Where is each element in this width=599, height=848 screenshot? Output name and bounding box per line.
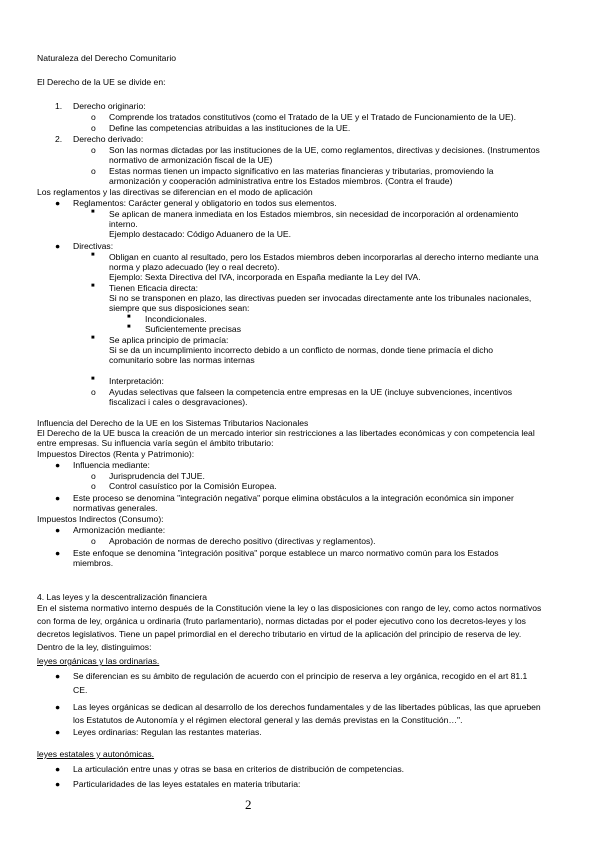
paragraph-line: Influencia mediante: (73, 460, 150, 470)
paragraph-line: Dentro de la ley, distinguimos: (37, 642, 152, 652)
paragraph-line: Interpretación: (109, 376, 164, 386)
circle-bullet-icon: o (91, 145, 96, 155)
paragraph-line: Si no se transponen en plazo, las directivas pueden ser invocadas directamente ante los tribunales nacionales, (109, 293, 532, 303)
paragraph-line: Este proceso se denomina "integración negativa" porque elimina obstáculos a la integración económica sin imponer (73, 493, 514, 503)
paragraph-line: miembros. (73, 558, 114, 568)
section-heading: Influencia del Derecho de la UE en los Sistemas Tributarios Nacionales (37, 418, 309, 428)
circle-bullet-icon: o (91, 123, 96, 133)
paragraph-line: Ejemplo: Sexta Directiva del IVA, incorporada en España mediante la Ley del IVA. (109, 272, 421, 282)
reglamentos-label: Reglamentos: Carácter general y obligatorio en todos sus elementos. (73, 198, 337, 208)
paragraph-line: Ayudas selectivas que falseen la competencia entre empresas en la UE (incluye subvenciones, incentivos (109, 387, 513, 397)
paragraph-line: interno. (109, 219, 138, 229)
bullet-icon: ● (55, 241, 61, 251)
paragraph-line: CE. (73, 685, 88, 695)
subsection-label: Impuestos Indirectos (Consumo): (37, 514, 164, 524)
bullet-icon: ● (55, 702, 61, 712)
paragraph-line: decretos legislativos. Tiene un papel primordial en el derecho tributario en virtud de la aplicación del principio de reserva de ley. (37, 629, 522, 639)
paragraph-line: Leyes ordinarias: Regulan las restantes materias. (73, 727, 262, 737)
list-subitem: Suficientemente precisas (145, 324, 242, 334)
paragraph-line: siempre que sus disposiciones sean: (109, 303, 250, 313)
square-bullet-icon: ■ (91, 376, 95, 382)
square-bullet-icon: ■ (91, 283, 95, 289)
list-subitem: Jurisprudencia del TJUE. (109, 471, 205, 481)
paragraph-line: con forma de ley, orgánica u ordinaria (fruto parlamentario), normas dictadas por el poder ejecutivo cono los decretos-leyes y los (37, 616, 526, 626)
circle-bullet-icon: o (91, 536, 96, 546)
bullet-icon: ● (55, 727, 61, 737)
list-subitem-line: normativo de armonización fiscal de la UE) (109, 155, 273, 165)
paragraph-line: normativas generales. (73, 503, 158, 513)
bullet-icon: ● (55, 779, 61, 789)
diff-heading: Los reglamentos y las directivas se diferencian en el modo de aplicación (37, 187, 313, 197)
paragraph-line: fiscalizaci i cales o desgravaciones). (109, 397, 248, 407)
intro-line: El Derecho de la UE se divide en: (37, 77, 166, 87)
paragraph-line: Se diferencian es su ámbito de regulación de acuerdo con el principio de reserva a ley orgánica, recogido en el art 81.1 (73, 671, 528, 681)
list-subitem-line: Estas normas tienen un impacto significativo en las materias financieras y tributarias, promoviendo la (109, 166, 494, 176)
paragraph-line: Ejemplo destacado: Código Aduanero de la UE. (109, 229, 292, 239)
list-subitem-line: Son las normas dictadas por las instituciones de la UE, como reglamentos, directivas y decisiones. (Instrumentos (109, 145, 540, 155)
list-subitem: Define las competencias atribuidas a las instituciones de la UE. (109, 123, 351, 133)
bullet-icon: ● (55, 671, 61, 681)
square-bullet-icon: ■ (91, 209, 95, 215)
paragraph-line: los Estatutos de Autonomía y el régimen electoral general y las demás previstas en la Constitución…". (73, 715, 463, 725)
square-bullet-icon: ■ (91, 252, 95, 258)
paragraph-line: norma y plazo adecuado (ley o real decreto). (109, 262, 280, 272)
paragraph-line: La articulación entre unas y otras se basa en criterios de distribución de competencias. (73, 764, 405, 774)
paragraph-line: Particularidades de las leyes estatales en materia tributaria: (73, 779, 301, 789)
list-item-derecho-originario: Derecho originario: (73, 101, 146, 111)
list-subitem-line: armonización y cooperación administrativa entre los Estados miembros. (Contra el fraude) (109, 176, 453, 186)
square-bullet-icon: ■ (91, 335, 95, 341)
circle-bullet-icon: o (91, 481, 96, 491)
list-subitem: Incondicionales. (145, 314, 207, 324)
paragraph-line: Este enfoque se denomina "integración positiva" porque establece un marco normativo común para los Estados (73, 548, 499, 558)
paragraph-line: Las leyes orgánicas se dedican al desarrollo de los derechos fundamentales y de las libertades públicas, las que aprueben (73, 702, 541, 712)
bullet-icon: ● (55, 460, 61, 470)
paragraph-line: Tienen Eficacia directa: (109, 283, 199, 293)
subsection-heading: leyes estatales y autonómicas. (37, 749, 155, 759)
paragraph-line: entre empresas. Su influencia varía según el ámbito tributario: (37, 438, 274, 448)
square-bullet-icon: ■ (127, 324, 131, 330)
list-subitem: Comprende los tratados constitutivos (como el Tratado de la UE y el Tratado de Funcionamiento de la UE). (109, 112, 516, 122)
paragraph-line: Se aplican de manera inmediata en los Estados miembros, sin necesidad de incorporación al ordenamiento (109, 209, 519, 219)
bullet-icon: ● (55, 548, 61, 558)
circle-bullet-icon: o (91, 471, 96, 481)
circle-bullet-icon: o (91, 166, 96, 176)
circle-bullet-icon: o (91, 112, 96, 122)
directivas-label: Directivas: (73, 241, 114, 251)
list-subitem: Control casuístico por la Comisión Europea. (109, 481, 277, 491)
list-subitem: Aprobación de normas de derecho positivo (directivas y reglamentos). (109, 536, 376, 546)
bullet-icon: ● (55, 764, 61, 774)
section-heading: 4. Las leyes y la descentralización financiera (37, 592, 208, 602)
document-title: Naturaleza del Derecho Comunitario (37, 53, 177, 63)
paragraph-line: Si se da un incumplimiento incorrecto debido a un conflicto de normas, donde tiene primacía el dicho (109, 345, 494, 355)
subsection-label: Impuestos Directos (Renta y Patrimonio): (37, 449, 195, 459)
page-number: 2 (245, 797, 252, 812)
square-bullet-icon: ■ (127, 314, 131, 320)
paragraph-line: Se aplica principio de primacía: (109, 335, 229, 345)
list-item-derecho-derivado: Derecho derivado: (73, 134, 144, 144)
paragraph-line: Obligan en cuanto al resultado, pero los Estados miembros deben incorporarlas al derecho interno mediante una (109, 252, 539, 262)
circle-bullet-icon: o (91, 387, 96, 397)
paragraph-line: El Derecho de la UE busca la creación de un mercado interior sin restricciones a las libertades económicas y con competencia leal (37, 428, 535, 438)
paragraph-line: Armonización mediante: (73, 525, 166, 535)
bullet-icon: ● (55, 493, 61, 503)
list-number: 2. (55, 134, 63, 144)
bullet-icon: ● (55, 198, 61, 208)
paragraph-line: comunitario sobre las normas internas (109, 355, 255, 365)
subsection-heading: leyes orgánicas y las ordinarias. (37, 656, 160, 666)
paragraph-line: En el sistema normativo interno después de la Constitución viene la ley o las disposiciones con rango de ley, como actos normativos (37, 603, 542, 613)
bullet-icon: ● (55, 525, 61, 535)
list-number: 1. (55, 101, 63, 111)
